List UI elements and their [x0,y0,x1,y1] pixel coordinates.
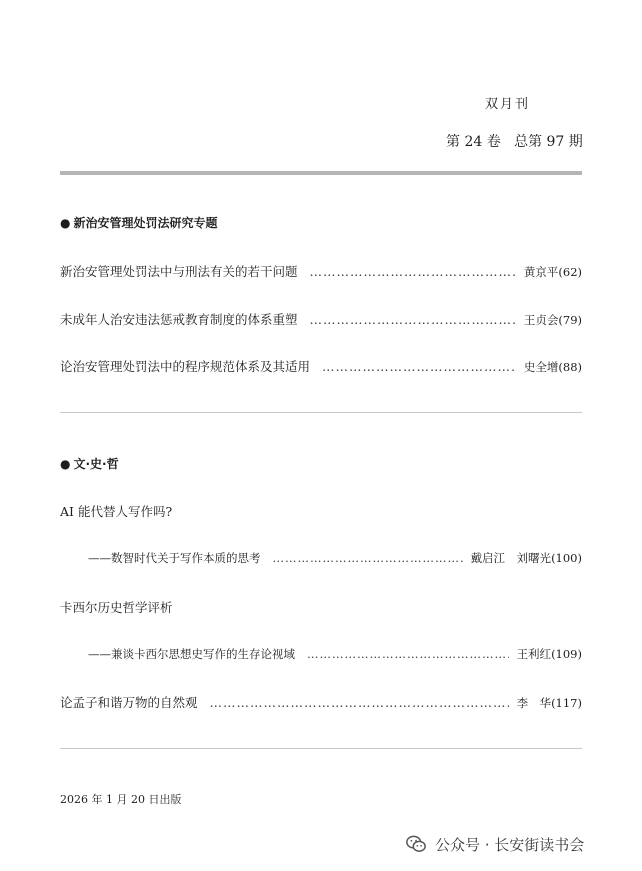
article-author: 黄京平 [523,265,559,279]
page-number: (79) [558,313,582,327]
article-title: 论孟子和谐万物的自然观 [60,695,198,710]
toc-entry[interactable] [88,550,582,566]
article-title[interactable]: AI 能代替人写作吗? [60,504,173,519]
article-author: 王贞会 [523,313,559,327]
section-divider [60,748,582,749]
watermark [405,833,584,855]
bullet-icon: ● [60,216,71,230]
section-divider [60,412,582,413]
volume-number: 第 24 卷 [446,134,501,150]
article-subtitle: ——数智时代关于写作本质的思考 [88,551,261,565]
publication-date: 2026 年 1 月 20 日出版 [60,793,182,806]
article-author: 戴启江 刘曙光 [470,551,552,565]
watermark-text: 公众号 · 长安街读书会 [435,835,585,854]
page-number: (88) [558,360,582,374]
article-subtitle: ——兼谈卡西尔思想史写作的生存论视域 [88,647,295,661]
toc-entry[interactable] [60,357,582,375]
bullet-icon: ● [60,457,71,471]
periodicity: 双月刊 [485,97,531,112]
toc-entry[interactable] [60,693,582,711]
article-author: 李 华 [516,696,552,710]
leader-dots [307,647,509,661]
article-title: 新治安管理处罚法中与刑法有关的若干问题 [60,264,298,279]
page-number: (62) [558,265,582,279]
header-divider [60,171,582,175]
article-title: 未成年人治安违法惩戒教育制度的体系重塑 [60,312,298,327]
leader-dots [310,264,516,279]
leader-dots [322,359,516,374]
article-title[interactable]: 卡西尔历史哲学评析 [60,600,173,615]
wechat-icon [405,833,427,855]
leader-dots [210,695,509,710]
leader-dots [273,551,463,565]
issue-number: 总第 97 期 [514,134,583,150]
leader-dots [310,312,516,327]
toc-entry[interactable] [88,646,582,662]
section-title-2: ● 文·史·哲 [60,457,119,471]
page-number: (117) [551,696,582,710]
page-number: (109) [551,647,582,661]
toc-entry[interactable] [60,310,582,328]
volume-issue [446,131,583,151]
page-number: (100) [551,551,582,565]
article-author: 史全增 [523,360,559,374]
section-title-1: ● 新治安管理处罚法研究专题 [60,216,218,230]
article-author: 王利红 [516,647,552,661]
article-title: 论治安管理处罚法中的程序规范体系及其适用 [60,359,311,374]
toc-entry[interactable] [60,262,582,280]
